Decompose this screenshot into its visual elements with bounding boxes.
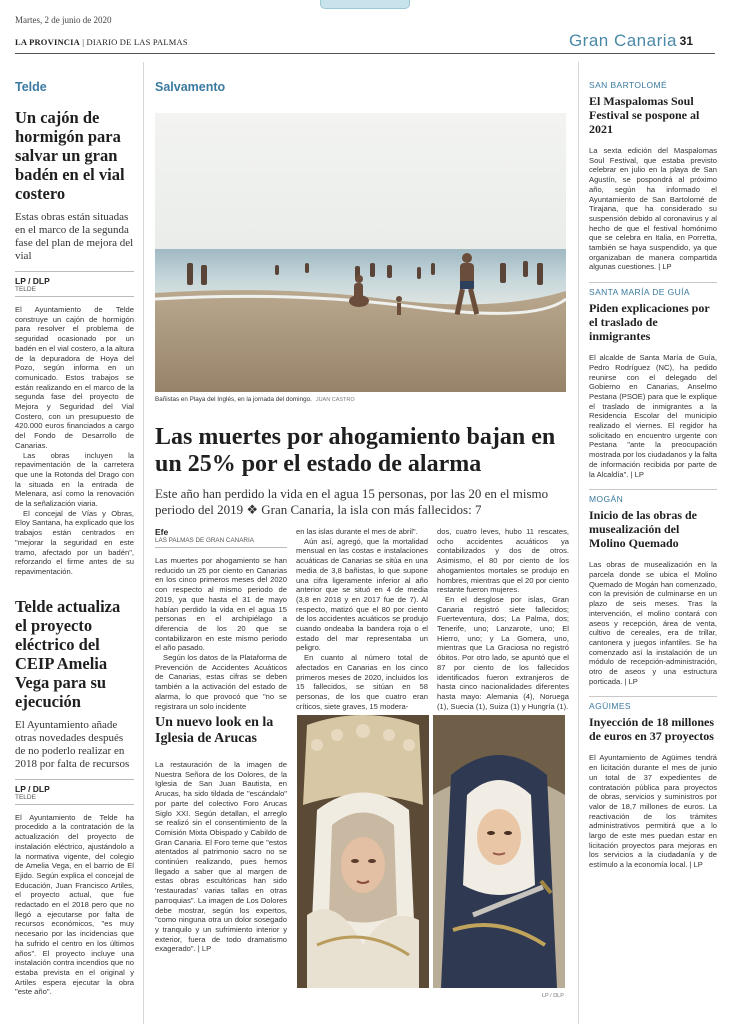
telde-cajon-byline: LP / DLP [15, 271, 134, 286]
masthead-paper-sub: | DIARIO DE LAS PALMAS [79, 37, 188, 47]
brief-text: La sexta edición del Maspalomas Soul Festival, que estaba previsto celebrar en julio en la playa de San Agustín, se pospondrá al próximo año, según ha informado el Ayuntamiento de San Bartolomé de Tirajana, que ha considerado su suspensión debido al coronavirus y al hecho de que el festival homónimo que se celebra en Italia, en Porretta, también se haya suspendido, ya que organizaban de manera compartida algunas cuestiones. | LP [589, 146, 717, 272]
article-column-1 [155, 527, 287, 711]
brief-headline[interactable]: Piden explicaciones por el traslado de inmigrantes [589, 301, 710, 344]
brief-kicker: SAN BARTOLOMÉ [589, 80, 668, 90]
article-paragraph: El Ayuntamiento de Telde construye un cajón de hormigón para resolver el problema de seguridad ocasionado por un badén en el vial costero, a la altura de la depuradora de Hoya del Pozo, según informa en un comunicado. Estos trabajos se están realizando en el marco de la segunda fase del proyecto de Mejora y Seguridad del Vial Costero, con un presupuesto de 420.000 euros financiados a cargo del Fondo de Desarrollo de Canarias. [15, 305, 134, 450]
arucas-body [155, 760, 287, 954]
brief-text: El alcalde de Santa María de Guía, Pedro Rodríguez (NC), ha pedido reunirse con el delegado del Gobierno en Canarias, Anselmo Pestana (PSOE) para que le explique el traslado de inmigrantes a la Residencia Escolar del municipio realizado el viernes. El regidor ha solicitado en encuentro urgente con Pestana "ante la preocupación mostrada por los ciudadanos y la falta de información recibida por parte de la Alcaldía". | LP [589, 353, 717, 479]
arucas-photos [297, 715, 565, 988]
telde-ceip-subhead: El Ayuntamiento añade otras novedades después de no poderlo realizar en 2018 por falta de recursos [15, 718, 130, 770]
brief-santa-maria-de-guia [589, 282, 717, 479]
brief-kicker: MOGÁN [589, 494, 624, 505]
telde-ceip-location: TELDE [15, 794, 134, 805]
telde-ceip-byline: LP / DLP [15, 779, 134, 794]
virgin-photo-before[interactable] [297, 715, 429, 988]
virgin-before-image [297, 715, 429, 988]
virgin-photo-after[interactable] [433, 715, 565, 988]
article-paragraph: La restauración de la imagen de Nuestra Señora de los Dolores, de la Iglesia de San Juan Bautista, en Arucas, ha sido tildada de "escándalo" por parte del colectivo Foro Arucas Siglo XXI. Según detallan, el arreglo se realizó sin el consentimiento de la Comisión Mixta Obispado y Cabildo de Gran Canaria. El Foro teme que "estos atentados al patrimonio sacro no se continúen realizando, pues hemos llegado a saber que al margen de estas obras escultóricas han sido 'restauradas' varias tallas en otras parroquias". La imagen de Los Dolores debe mostrar, según los expertos, "como ninguna otra un dolor sosegado y tranquilo y un sufrimiento interior y exterior, fuera de todo dramatismo exagerado". | LP [155, 760, 287, 954]
main-article-body [155, 527, 570, 711]
telde-cajon-location: TELDE [15, 286, 134, 297]
article-paragraph: Aún así, agregó, que la mortalidad mensual en las costas e instalaciones acuáticas de Canarias se sitúa en una media de 3,8 bañistas, lo que supone una cifra ligeramente inferior al año anterior que se situó en 4 de media (3,8 en 2018 y en 2017 fue de 7). Al respecto, matizó que el 80 por ciento de los accidentes acuáticos se produjo cuando ondeaba la bandera roja o el estado del mar representaba un peligro. [296, 536, 428, 653]
article-paragraph: El Ayuntamiento de Telde ha procedido a la contratación de la actualización del proyecto de instalación eléctrico, ajustándolo a la normativa vigente, del colegio de Amelia Vega, en el barrio de El Ejido. Según explica el concejal de Educación, Juan Francisco Artiles, el proyecto actual, que fue redactado en el 2018 pero que no llegó a ejecutarse por falta de recursos económicos, "es muy necesario por las incidencias que ha sufrido el centro en los últimos años". El proyecto incluye una instalación contra incendios que no estaba prevista en el original y Artiles espera ejecutar la obra "este año". [15, 812, 134, 997]
brief-kicker: SANTA MARÍA DE GUÍA [589, 287, 690, 298]
article-paragraph: Según los datos de la Plataforma de Prevención de Accidentes Acuáticos de Canarias, estas cifras se deben también a la activación del estado de alarma, lo que provocó que "no se registrara un solo incidente [155, 653, 287, 711]
article-paragraph: El concejal de Vías y Obras, Eloy Santana, ha explicado que los trabajos están centrados en "mejorar la seguridad en este tramo, afectado por un badén", reforzando el firme antes de su repavimentación. [15, 508, 134, 576]
brief-text: Las obras de musealización en la parcela donde se ubica el Molino Quemado de Mogán han comenzado, con la previsión de culminarse en un plazo de seis meses. Tras la intervención, el molino contará con aseos y recepción, área de venta, cultivo de cereales, era de trillar, cantonera y juegos infantiles. Se ha comenzado así la instalación de un módulo de recepción-administración, otro de aseos y una estructura porticada. | LP [589, 560, 717, 686]
beach-photo-image [155, 113, 566, 392]
brief-text: El Ayuntamiento de Agüimes tendrá en licitación durante el mes de junio un total de 37 expedientes de contratación pública para proyectos de obras, servicios y suministros por valor de 18,7 millones de euros. La reactivación de los trámites administrativos permitirá que a lo largo de este mes puedan estar en licitación proyectos para mejoras en los servicios a la ciudadanía y de estímulo a la economía local. | LP [589, 753, 717, 870]
main-headline[interactable]: Las muertes por ahogamiento bajan en un 25% por el estado de alarma [155, 424, 556, 477]
virgin-after-image [433, 715, 565, 988]
article-paragraph: En el desglose por islas, Gran Canaria registró siete fallecidos; Fuerteventura, dos; La Palma, dos; Tenerife, uno; Lanzarote, uno; El Hierro, uno; y La Gomera, uno, mientras que La Graciosa no registró óbitos. Por otro lado, se apuntó que el 87 por ciento de los fallecidos identificados fueron extranjeros de hasta cinco nacionalidades diferentes hasta mayo: Alemania (4), Noruega (1), Suecia (1), Suiza (1) y Hungría (1). [437, 594, 569, 711]
telde-cajon-body [15, 305, 134, 577]
photo-caption-text: Bañistas en Playa del Inglés, en la jornada del domingo. [155, 396, 312, 403]
beach-photo[interactable] [155, 113, 566, 392]
photo-credit: JUAN CASTRO [315, 397, 355, 403]
brief-mogan [589, 489, 717, 686]
right-column [589, 80, 717, 880]
article-paragraph: Las obras incluyen la repavimentación de la carretera que une la Rotonda del Drago con la situada en la entrada de Melenara, así como la renovación de la señalización viaria. [15, 450, 134, 509]
header-rule [15, 53, 715, 54]
page-number: 31 [679, 34, 693, 48]
left-column [15, 80, 134, 997]
main-subhead: Este año han perdido la vida en el agua 15 personas, por las 20 en el mismo periodo del 2019 ❖ Gran Canaria, la isla con más fallecidos: 7 [155, 486, 549, 517]
section-title: Gran Canaria [568, 31, 677, 50]
article-paragraph: Las muertes por ahogamiento se han reducido un 25 por ciento en Canarias en los cinco primeros meses del 2020 con respecto al mismo periodo de 2019, ya que hasta el 31 de mayo habían perdido la vida en el agua 15 personas en el archipiélago a diferencia de los 20 que se contabilizaron en este mismo periodo el año pasado. [155, 556, 287, 653]
section-kicker-telde: Telde [15, 80, 47, 94]
center-kicker-wrap [155, 80, 575, 94]
brief-headline[interactable]: El Maspalomas Soul Festival se pospone al 2021 [589, 94, 700, 136]
arucas-headline[interactable]: Un nuevo look en la Iglesia de Arucas [155, 715, 274, 746]
brief-aguimes [589, 696, 717, 869]
masthead [15, 37, 188, 47]
brief-headline[interactable]: Inyección de 18 millones de euros en 37 proyectos [589, 715, 714, 744]
telde-ceip-headline[interactable]: Telde actualiza el proyecto eléctrico del CEIP Amelia Vega para su ejecución [15, 596, 121, 711]
column-divider-left [143, 62, 144, 1024]
scroll-tab-handle[interactable] [320, 0, 410, 9]
arucas-photo-credit: LP / DLP [542, 993, 564, 999]
article-paragraph: En cuanto al número total de afectados en Canarias en los cinco primeros meses de 2020, incluidos los 15 fallecidos, se sitúan en 58 personas, de los que cuatro eran críticos, siete graves, 15 modera- [296, 653, 428, 711]
article-column-2 [296, 527, 428, 711]
brief-san-bartolome [589, 80, 717, 272]
article-paragraph: dos, cuatro leves, hubo 11 rescates, ocho accidentes acuáticos ya contabilizados y dos de otros. Asimismo, el 80 por ciento de los ahogamientos mortales se produjo en hombres, mientras que el 20 por ciento restante fueron mujeres. [437, 527, 569, 595]
main-byline: Efe [155, 527, 169, 537]
telde-cajon-headline[interactable]: Un cajón de hormigón para salvar un gran badén en el vial costero [15, 108, 125, 203]
telde-cajon-subhead: Estas obras están situadas en el marco de la segunda fase del plan de mejora del vial [15, 211, 134, 262]
article-column-3 [437, 527, 569, 711]
masthead-paper-name: LA PROVINCIA [15, 37, 80, 47]
article-paragraph: en las islas durante el mes de abril". [296, 527, 418, 536]
main-location: LAS PALMAS DE GRAN CANARIA [155, 537, 287, 548]
section-kicker-salvamento: Salvamento [155, 80, 226, 94]
column-divider-right [578, 62, 579, 1024]
telde-ceip-body [15, 813, 134, 997]
brief-kicker: AGÜIMES [589, 701, 632, 712]
brief-headline[interactable]: Inicio de las obras de musealización del Molino Quemado [589, 508, 698, 551]
issue-date: Martes, 2 de junio de 2020 [15, 15, 112, 25]
photo-caption [155, 396, 355, 403]
